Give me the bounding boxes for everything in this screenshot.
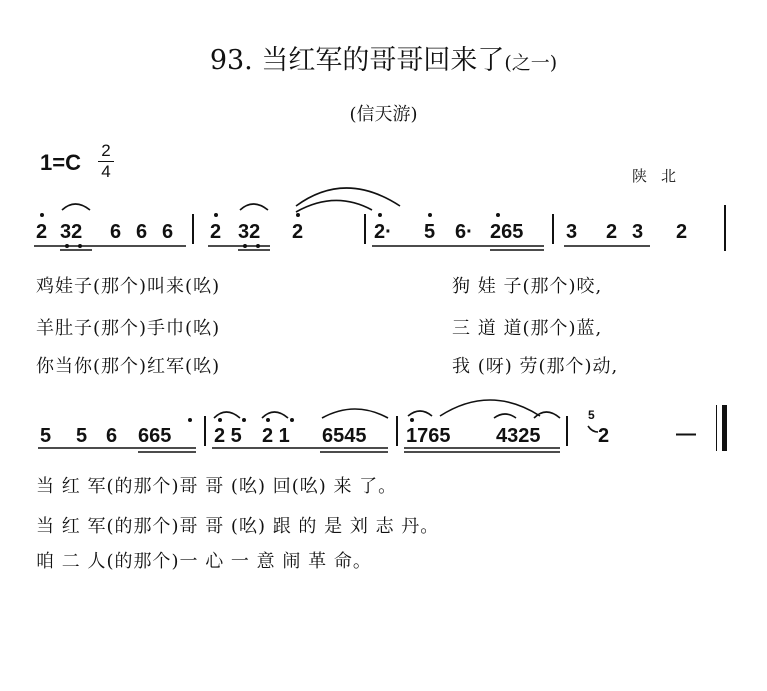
- dot: [410, 418, 414, 422]
- s2-m2-note-c: 6545: [322, 425, 367, 447]
- s2-m2-note-a: 2 5: [214, 425, 242, 447]
- dot: [218, 418, 222, 422]
- song-title-main: 93. 当红军的哥哥回来了: [209, 45, 505, 76]
- s2-m3-note-b: 4325: [496, 425, 541, 447]
- s1-m3-note-d: 265: [490, 221, 524, 243]
- s1-m4-note-c: 3: [632, 221, 644, 243]
- lyric-line-3a: 你当你(那个)红军(吆): [36, 356, 221, 377]
- s1-m3-note-a: 2·: [374, 221, 392, 243]
- dot: [188, 418, 192, 422]
- s1-m4-note-b: 2: [606, 221, 618, 243]
- lyric-line-3b: 我 (呀) 劳(那个)动,: [452, 356, 619, 377]
- dot: [496, 213, 500, 217]
- s2-m1-note-c: 6: [106, 425, 118, 447]
- dot: [40, 213, 44, 217]
- s1-m2-note-c: 2: [292, 221, 304, 243]
- slur: [296, 188, 400, 206]
- s1-m2-note-a: 2: [210, 221, 222, 243]
- lyric-line-6: 咱 二 人(的那个)一 心 一 意 闹 革 命。: [36, 551, 372, 572]
- slur: [494, 414, 516, 418]
- s1-m2-note-b: 32: [238, 221, 261, 243]
- s2-m1-note-d: 665: [138, 425, 172, 447]
- slur: [262, 412, 288, 418]
- slur: [240, 204, 268, 210]
- slur: [408, 411, 432, 416]
- s2-m2-note-b: 2 1: [262, 425, 290, 447]
- s1-m3-note-b: 5: [424, 221, 436, 243]
- s1-m1-note-e: 6: [162, 221, 174, 243]
- dot: [266, 418, 270, 422]
- key-label: 1=C: [40, 150, 81, 175]
- song-title-suffix: (之一): [504, 52, 558, 74]
- s2-grace-note: 5: [588, 408, 595, 422]
- dot: [378, 213, 382, 217]
- dot: [296, 213, 300, 217]
- region-label: 陕北: [632, 167, 691, 185]
- s1-m1-note-a: 2: [36, 221, 48, 243]
- s1-m4-note-d: 2: [676, 221, 688, 243]
- s1-m4-note-a: 3: [566, 221, 578, 243]
- lyric-line-2a: 羊肚子(那个)手巾(吆): [36, 318, 221, 339]
- slur: [322, 409, 388, 418]
- s1-m1-note-c: 6: [110, 221, 122, 243]
- s2-m4-note-a: 2: [598, 425, 610, 447]
- s2-m3-note-a: 1765: [406, 425, 451, 447]
- time-top: 2: [101, 141, 111, 160]
- dot: [242, 418, 246, 422]
- s1-m3-note-c: 6·: [455, 221, 473, 243]
- slur: [296, 200, 372, 212]
- time-bottom: 4: [101, 162, 111, 181]
- s2-m1-note-a: 5: [40, 425, 52, 447]
- slur: [214, 412, 240, 418]
- s2-m4-dash: —: [676, 423, 696, 445]
- s1-m1-note-d: 6: [136, 221, 148, 243]
- lyric-line-4: 当 红 军(的那个)哥 哥 (吆) 回(吆) 来 了。: [36, 476, 398, 497]
- lyric-line-5: 当 红 军(的那个)哥 哥 (吆) 跟 的 是 刘 志 丹。: [36, 516, 440, 537]
- dot: [290, 418, 294, 422]
- dot: [214, 213, 218, 217]
- lyric-line-2b: 三 道 道(那个)蓝,: [452, 318, 603, 339]
- song-subtitle: (信天游): [349, 104, 418, 125]
- s1-m1-note-b: 32: [60, 221, 83, 243]
- lyric-line-1b: 狗 娃 子(那个)咬,: [452, 276, 603, 297]
- slur: [440, 400, 540, 416]
- lyric-line-1a: 鸡娃子(那个)叫来(吆): [36, 276, 221, 297]
- slur: [62, 204, 90, 210]
- s2-m1-note-b: 5: [76, 425, 88, 447]
- dot: [428, 213, 432, 217]
- slur: [534, 412, 560, 418]
- grace-slur: [588, 426, 598, 432]
